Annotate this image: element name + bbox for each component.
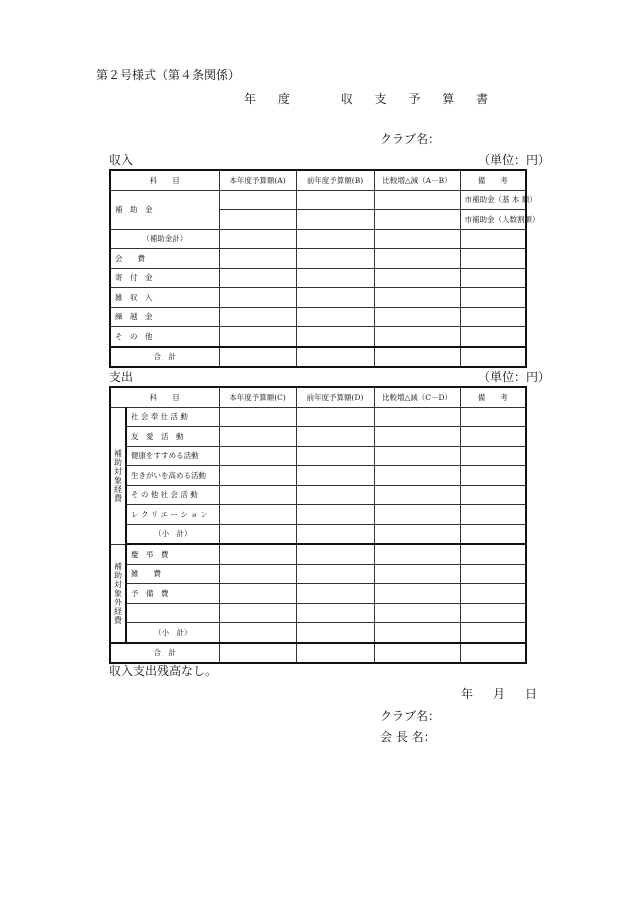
amount-cell[interactable] [374, 190, 460, 210]
amount-cell[interactable] [296, 407, 374, 427]
amount-cell[interactable] [219, 485, 296, 505]
amount-cell[interactable] [374, 603, 460, 623]
table-row [110, 446, 526, 466]
remark-cell: 市補助金（基 本 額） [460, 190, 526, 210]
expense-total-label: 合 計 [110, 643, 219, 664]
income-unit-label: （単位：円） [478, 153, 551, 167]
row-label[interactable] [126, 603, 219, 623]
income-table [109, 169, 540, 368]
remark-cell[interactable] [460, 505, 526, 525]
row-label: 社 会 奉 仕 活 動 [126, 407, 219, 427]
row-label: そ の 他 社 会 活 動 [126, 485, 219, 505]
remark-cell[interactable] [460, 249, 526, 269]
remark-cell[interactable] [460, 327, 526, 347]
table-row [110, 466, 526, 486]
amount-cell[interactable] [219, 603, 296, 623]
remark-cell: 市補助金（人数割額） [460, 210, 526, 230]
amount-cell[interactable] [296, 427, 374, 447]
amount-cell[interactable] [296, 229, 374, 249]
remark-cell[interactable] [460, 623, 526, 643]
amount-cell[interactable] [374, 268, 460, 288]
table-row [110, 564, 526, 584]
amount-cell[interactable] [219, 268, 296, 288]
col-header-remarks: 備 考 [460, 170, 526, 190]
president-name-label: 会 長 名： [380, 730, 436, 744]
table-row [110, 190, 526, 210]
amount-cell[interactable] [374, 643, 460, 664]
col-header-subject: 科 目 [110, 170, 219, 190]
subsidized-expenses-label: 補助対象経費 [110, 407, 126, 544]
remark-cell[interactable] [460, 307, 526, 327]
remark-cell[interactable] [460, 407, 526, 427]
document-title: 年 度 収 支 予 算 書 [244, 92, 498, 106]
amount-cell[interactable] [296, 485, 374, 505]
col-header-subject: 科 目 [110, 387, 219, 407]
subsidy-total-label: （補助金計） [110, 229, 219, 249]
remark-cell[interactable] [460, 564, 526, 584]
table-row [110, 544, 526, 564]
col-header-current-budget: 本年度予算額(C) [219, 387, 296, 407]
remark-cell[interactable] [460, 347, 526, 368]
remark-cell[interactable] [460, 485, 526, 505]
table-row [110, 505, 526, 525]
row-label: 慶 弔 費 [126, 544, 219, 564]
amount-cell[interactable] [219, 584, 296, 604]
expense-total-row [110, 643, 526, 664]
amount-cell[interactable] [296, 347, 374, 368]
amount-cell[interactable] [296, 584, 374, 604]
amount-cell[interactable] [374, 564, 460, 584]
amount-cell[interactable] [296, 524, 374, 544]
remark-cell[interactable] [460, 446, 526, 466]
remark-cell[interactable] [460, 584, 526, 604]
table-row [110, 268, 526, 288]
col-header-remarks: 備 考 [460, 387, 526, 407]
amount-cell[interactable] [374, 505, 460, 525]
expense-header-row [110, 387, 526, 407]
amount-cell[interactable] [219, 229, 296, 249]
remark-cell[interactable] [460, 544, 526, 564]
table-row [110, 485, 526, 505]
date-line [461, 685, 557, 702]
row-label: そ の 他 [110, 327, 219, 347]
remark-cell[interactable] [460, 603, 526, 623]
row-label: 健康をすすめる活動 [126, 446, 219, 466]
table-row [110, 407, 526, 427]
club-name-label: クラブ名： [380, 132, 441, 146]
amount-cell[interactable] [219, 327, 296, 347]
row-label: 予 備 費 [126, 584, 219, 604]
col-header-difference: 比較増△減（A－B） [374, 170, 460, 190]
date-month-label: 月 [493, 687, 508, 701]
amount-cell[interactable] [219, 347, 296, 368]
amount-cell[interactable] [296, 623, 374, 643]
amount-cell[interactable] [296, 564, 374, 584]
amount-cell[interactable] [374, 446, 460, 466]
subsidy-label: 補 助 金 [110, 190, 219, 229]
amount-cell[interactable] [374, 524, 460, 544]
row-label: 友 愛 活 動 [126, 427, 219, 447]
amount-cell[interactable] [374, 623, 460, 643]
table-row [110, 327, 526, 347]
col-header-previous-budget: 前年度予算額(D) [296, 387, 374, 407]
table-row [110, 584, 526, 604]
remark-cell[interactable] [460, 466, 526, 486]
amount-cell[interactable] [296, 249, 374, 269]
expense-table [109, 386, 527, 664]
amount-cell[interactable] [219, 446, 296, 466]
amount-cell[interactable] [219, 407, 296, 427]
amount-cell[interactable] [374, 307, 460, 327]
row-label: 繰 越 金 [110, 307, 219, 327]
amount-cell[interactable] [374, 210, 460, 230]
amount-cell[interactable] [219, 190, 296, 210]
amount-cell[interactable] [374, 327, 460, 347]
amount-cell[interactable] [296, 210, 374, 230]
balance-note: 収入支出残高なし。 [109, 664, 218, 678]
table-row [110, 427, 526, 447]
amount-cell[interactable] [296, 288, 374, 308]
table-row [110, 288, 526, 308]
date-year-label: 年 [461, 687, 476, 701]
amount-cell[interactable] [219, 524, 296, 544]
group1-subtotal-label: （小 計） [126, 524, 219, 544]
amount-cell[interactable] [219, 427, 296, 447]
row-label: 生きがいを高める活動 [126, 466, 219, 486]
row-label: 寄 付 金 [110, 268, 219, 288]
row-label: 会 費 [110, 249, 219, 269]
table-row [110, 603, 526, 623]
amount-cell[interactable] [296, 446, 374, 466]
non-subsidized-expenses-label: 補助対象外経費 [110, 544, 126, 643]
amount-cell[interactable] [219, 564, 296, 584]
table-row [110, 249, 526, 269]
amount-cell[interactable] [296, 505, 374, 525]
amount-cell[interactable] [296, 603, 374, 623]
row-label: 雑 費 [126, 564, 219, 584]
income-total-row [110, 347, 526, 368]
remark-cell[interactable] [460, 288, 526, 308]
row-label: 雑 収 入 [110, 288, 219, 308]
table-row [110, 524, 526, 544]
table-row [110, 623, 526, 643]
remark-cell[interactable] [460, 268, 526, 288]
col-header-current-budget: 本年度予算額(A) [219, 170, 296, 190]
amount-cell[interactable] [296, 307, 374, 327]
amount-cell[interactable] [219, 623, 296, 643]
amount-cell[interactable] [296, 327, 374, 347]
income-header-row [110, 170, 526, 190]
amount-cell[interactable] [219, 544, 296, 564]
col-header-difference: 比較増△減（C－D） [374, 387, 460, 407]
amount-cell[interactable] [374, 229, 460, 249]
amount-cell[interactable] [219, 288, 296, 308]
amount-cell[interactable] [219, 307, 296, 327]
amount-cell[interactable] [374, 249, 460, 269]
table-row [110, 307, 526, 327]
amount-cell[interactable] [374, 544, 460, 564]
form-number: 第２号様式（第４条関係） [96, 68, 241, 82]
table-row [110, 229, 526, 249]
expense-section-label: 支出 [109, 370, 134, 384]
amount-cell[interactable] [296, 544, 374, 564]
amount-cell[interactable] [296, 190, 374, 210]
amount-cell[interactable] [296, 466, 374, 486]
amount-cell[interactable] [374, 347, 460, 368]
remark-cell[interactable] [460, 229, 526, 249]
amount-cell[interactable] [219, 249, 296, 269]
income-total-label: 合 計 [110, 347, 219, 368]
amount-cell[interactable] [296, 268, 374, 288]
remark-cell[interactable] [460, 524, 526, 544]
club-name-signature-label: クラブ名： [380, 709, 441, 723]
amount-cell[interactable] [374, 485, 460, 505]
amount-cell[interactable] [219, 643, 296, 664]
amount-cell[interactable] [374, 288, 460, 308]
amount-cell[interactable] [374, 466, 460, 486]
amount-cell[interactable] [374, 584, 460, 604]
income-section-label: 収入 [109, 153, 134, 167]
amount-cell[interactable] [296, 643, 374, 664]
row-label: レ ク リ エ ー シ ョ ン [126, 505, 219, 525]
date-day-label: 日 [525, 687, 540, 701]
amount-cell[interactable] [219, 505, 296, 525]
amount-cell[interactable] [374, 427, 460, 447]
amount-cell[interactable] [219, 466, 296, 486]
remark-cell[interactable] [460, 427, 526, 447]
col-header-previous-budget: 前年度予算額(B) [296, 170, 374, 190]
expense-unit-label: （単位：円） [478, 370, 551, 384]
amount-cell[interactable] [374, 407, 460, 427]
remark-cell[interactable] [460, 643, 526, 664]
amount-cell[interactable] [219, 210, 296, 230]
group2-subtotal-label: （小 計） [126, 623, 219, 643]
